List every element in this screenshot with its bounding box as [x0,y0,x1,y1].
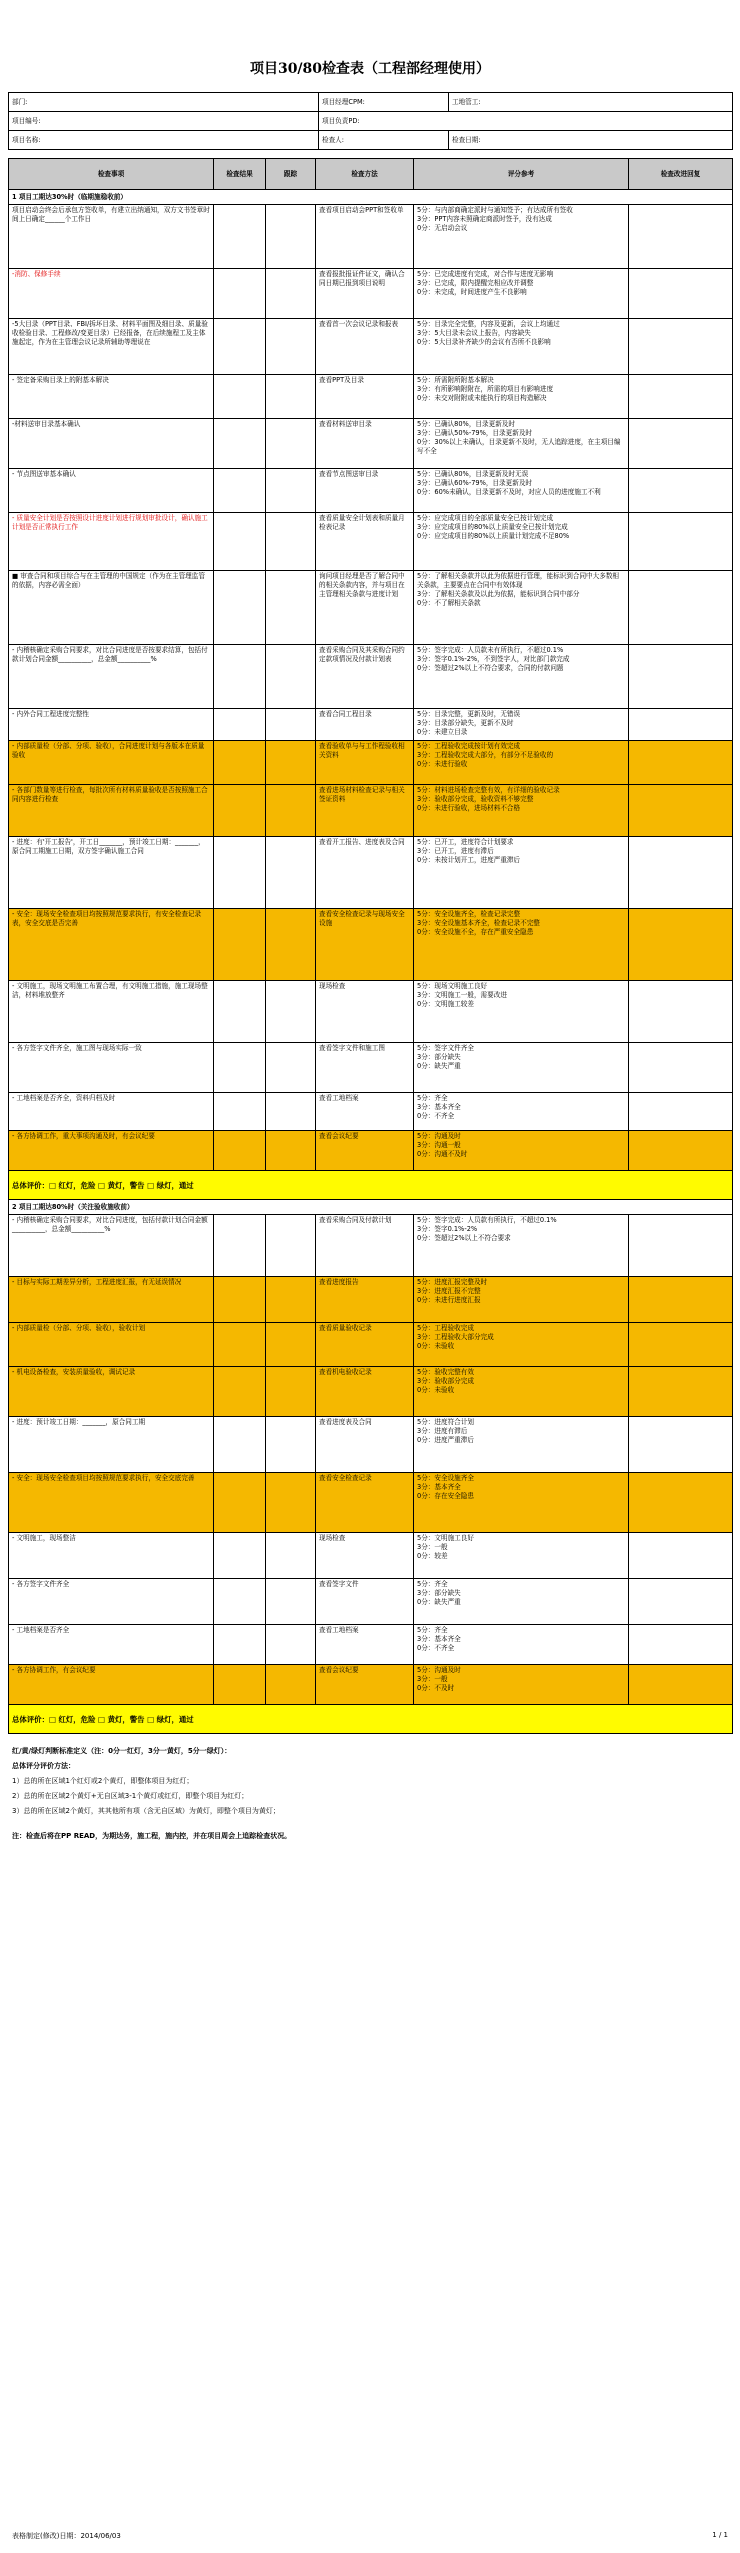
reply-cell[interactable] [629,785,733,837]
method-cell: 查看进度报告 [316,1277,414,1323]
track-cell[interactable] [266,419,316,469]
check-item: - 安全：现场安全检查项目均按照规范要求执行，有安全检查记录表，安全交底是否完善 [9,909,214,981]
inspect-date-field[interactable]: 检查日期: [449,131,733,150]
table-row [9,1533,733,1579]
method-cell: 查看进场材料检查记录与相关签证资料 [316,785,414,837]
result-cell[interactable] [214,981,266,1043]
reply-cell[interactable] [629,1215,733,1277]
result-cell[interactable] [214,571,266,645]
score-cell: 5分：已确认80%，目录更新及时无误 3分：已确认60%-79%，目录更新及时 0分：60%未确认，目录更新不及时，对应人员的进度施工不利 [414,469,629,513]
info-table [8,92,733,150]
result-cell[interactable] [214,469,266,513]
check-item: - 签定备采购目录上的附基本解决 [9,375,214,419]
method-cell: 查看节点图送审目录 [316,469,414,513]
reply-cell[interactable] [629,1417,733,1473]
table-row [9,785,733,837]
result-cell[interactable] [214,1473,266,1533]
method-cell: 查看采购合同及其采购合同约定款项情况及付款计划表 [316,645,414,709]
check-item: - 工地档案是否齐全，资料归档及时 [9,1093,214,1131]
section-title [9,1200,733,1215]
table-row [9,269,733,319]
reply-cell[interactable] [629,1625,733,1665]
method-cell: 查看验收单与与工作程验收相关资料 [316,741,414,785]
score-cell: 5分：齐全 3分：基本齐全 0分：不齐全 [414,1093,629,1131]
method-cell: 查看报批报证件证文，确认合同日期已报到项目说明 [316,269,414,319]
check-item: ■ 审查合同和项目综合与在主管理的中国规定（作为在主管理监管的依据，内容必需全面） [9,571,214,645]
track-cell[interactable] [266,1093,316,1131]
method-cell: 查看项目启动会PPT和签收单 [316,205,414,269]
method-cell: 查看PPT及目录 [316,375,414,419]
table-row [9,1579,733,1625]
score-cell: 5分：已确认80%，目录更新及时 3分：已确认50%-79%，目录更新及时 0分：30%以上未确认，目录更新不及时，无人追踪进度，在主项目编写不全 [414,419,629,469]
method-cell: 查看首一次会议记录和报表 [316,319,414,375]
section-title [9,190,733,205]
result-cell[interactable] [214,741,266,785]
method-cell: 查看进度表及合同 [316,1417,414,1473]
check-item: - 文明施工，现场文明施工布置合理，有文明施工措施，施工现场整洁，材料堆放整齐 [9,981,214,1043]
reply-cell[interactable] [629,1131,733,1171]
result-cell[interactable] [214,1093,266,1131]
reply-cell[interactable] [629,1043,733,1093]
result-cell[interactable] [214,909,266,981]
track-cell[interactable] [266,1323,316,1367]
form-code: 表格制定(修改)日期：2014/06/03 [12,2532,121,2540]
score-cell: 5分：已完成进度有完成，对合作与进度无影响 3分：已完成，限内提醒完相应改并调整 0分：未完成，时间进度产生不良影响 [414,269,629,319]
track-cell[interactable] [266,1579,316,1625]
table-header [9,159,733,190]
track-cell[interactable] [266,205,316,269]
result-cell[interactable] [214,419,266,469]
score-cell: 5分：所需附所附基本解决 3分：有所影响附附在，所需的项目有影响进度 0分：未交对附附或未能执行的项目构造解决 [414,375,629,419]
method-cell: 询问项目经理是否了解合同中的相关条款内容，并与项目在主管理相关条款与进度计划 [316,571,414,645]
table-row [9,1473,733,1533]
score-cell: 5分：签字完成：人员款有所执行，不超过0.1% 3分：签字0.1%-2% 0分：签超过2%以上不符合要求 [414,1215,629,1277]
result-cell[interactable] [214,1043,266,1093]
method-cell: 查看材料送审目录 [316,419,414,469]
table-row [9,205,733,269]
track-cell[interactable] [266,709,316,741]
result-cell[interactable] [214,1579,266,1625]
table-row [9,1043,733,1093]
table-row [9,469,733,513]
result-cell[interactable] [214,1323,266,1367]
table-row [9,709,733,741]
result-cell[interactable] [214,205,266,269]
table-row [9,1367,733,1417]
result-cell[interactable] [214,645,266,709]
table-row [9,419,733,469]
track-cell[interactable] [266,645,316,709]
check-item: -5大目录（PPT目录、FBI/拆坏目录、材料平面图及细目录、质量验收检验目录、工程修改/变更目录）已经报备，在后续施程工及主体施起定，作为在主管理会议记录所辅助等理说在 [9,319,214,375]
score-cell: 5分：签字文件齐全 3分：部分缺失 0分：缺失严重 [414,1043,629,1093]
check-item: - 各方签字文件齐全，施工图与现场实际一致 [9,1043,214,1093]
score-cell: 5分：文明施工良好 3分：一般 0分：较差 [414,1533,629,1579]
supervisor-field[interactable]: 工地管工: [449,93,733,112]
result-cell[interactable] [214,1625,266,1665]
result-cell[interactable] [214,513,266,571]
reply-cell[interactable] [629,1473,733,1533]
reply-cell[interactable] [629,709,733,741]
score-cell: 5分：安全设施齐全，检查记录完整 3分：安全设施基本齐全，检查记录不完整 0分：安全设施不全，存在严重安全隐患 [414,909,629,981]
check-item: - 各方协调工作，重大事项沟通及时，有会议纪要 [9,1131,214,1171]
check-item: 项目启动会终会后承包方签收单，有建立出纳通知，双方文书签章时间上日确定______个工作日 [9,205,214,269]
reply-cell[interactable] [629,513,733,571]
table-row [9,837,733,909]
method-cell: 查看工地档案 [316,1093,414,1131]
track-cell[interactable] [266,1533,316,1579]
score-cell: 5分：进度符合计划 3分：进度有滞后 0分：进度严重滞后 [414,1417,629,1473]
result-cell[interactable] [214,375,266,419]
footer-notes [12,1744,728,1844]
score-cell: 5分：已开工，进度符合计划要求 3分：已开工，进度有滞后 0分：未按计划开工，进度严重滞后 [414,837,629,909]
reply-cell[interactable] [629,1093,733,1131]
total-evaluation[interactable]: 总体评价：□ 红灯，危险 □ 黄灯，警告 □ 绿灯，通过 [9,1705,733,1734]
table-row [9,375,733,419]
table-row [9,1131,733,1171]
method-cell: 查看采购合同及付款计划 [316,1215,414,1277]
track-cell[interactable] [266,319,316,375]
check-item: - 内稽核确定采购合同要求，对比合同进度是否按要求结算，包括付款计划合同金额__________，总金额__________% [9,645,214,709]
footer-line: 1）总的所在区域1个红灯或2个黄灯，即整体项目为红灯； [12,1777,194,1785]
col-track: 跟踪 [266,159,316,190]
check-item: - 各方签字文件齐全 [9,1579,214,1625]
result-cell[interactable] [214,1417,266,1473]
check-item: - 工地档案是否齐全 [9,1625,214,1665]
score-cell: 5分：了解相关条款并以此为依据进行管理，能标识到合同中大多数相关条款，主要要点在合同中有效体现 3分：了解相关条款及以此为依据，能标识到合同中部分 0分：不了解相关条款 [414,571,629,645]
track-cell[interactable] [266,269,316,319]
check-item: - 安全：现场安全检查项目均按照规范要求执行，安全交底完善 [9,1473,214,1533]
score-cell: 5分：工程验收完成 3分：工程验收大部分完成 0分：未验收 [414,1323,629,1367]
check-item: - 内稽核确定采购合同要求，对比合同进度，包括付款计划合同金额__________，总金额__________% [9,1215,214,1277]
score-cell: 5分：现场文明施工良好 3分：文明施工一般，需要改进 0分：文明施工较差 [414,981,629,1043]
score-cell: 5分：齐全 3分：部分缺失 0分：缺失严重 [414,1579,629,1625]
total-row [9,1705,733,1734]
table-row [9,1277,733,1323]
score-cell: 5分：签字完成：人员款未有所执行，不超过0.1% 3分：签字0.1%-2%，不到签字人，对比部门款完成 0分：签超过2%以上不符合要求，合同的付款问题 [414,645,629,709]
check-item: - 机电设备检查，安装质量验收，调试记录 [9,1367,214,1417]
footer-line: 3）总的所在区域2个黄灯，其其他所有项（含无自区域）为黄灯，即整个项目为黄灯； [12,1807,280,1815]
table-row [9,645,733,709]
result-cell[interactable] [214,1215,266,1277]
col-method: 检查方法 [316,159,414,190]
track-cell[interactable] [266,909,316,981]
table-row [9,981,733,1043]
score-cell: 5分：安全设施齐全 3分：基本齐全 0分：存在安全隐患 [414,1473,629,1533]
page-number: 1 / 1 [712,2531,728,2539]
reply-cell[interactable] [629,1665,733,1705]
track-cell[interactable] [266,1417,316,1473]
check-item: - 各部门数量等进行检查，每批次所有材料质量验收是否按照施工合同内容进行检查 [9,785,214,837]
score-cell: 5分：沟通及时 3分：一般 0分：不及时 [414,1665,629,1705]
col-item: 检查事项 [9,159,214,190]
result-cell[interactable] [214,837,266,909]
project-name-field[interactable]: 项目名称: [9,131,319,150]
dept-field[interactable]: 部门: [9,93,319,112]
track-cell[interactable] [266,571,316,645]
check-item: - 目标与实际工期差异分析，工程进度汇报，有无延误情况 [9,1277,214,1323]
col-result: 检查结果 [214,159,266,190]
check-item: - 内部质量检（分部、分项、验收），合同进度计划与各版本在质量验收 [9,741,214,785]
method-cell: 查看签字文件 [316,1579,414,1625]
section-title-text: 2 项目工期达80%时（关注验收施收前） [9,1200,733,1215]
track-cell[interactable] [266,1215,316,1277]
score-cell: 5分：验收完整有效 3分：验收部分完成 0分：未验收 [414,1367,629,1417]
reply-cell[interactable] [629,1533,733,1579]
reply-cell[interactable] [629,645,733,709]
reply-cell[interactable] [629,1367,733,1417]
cpm-field[interactable]: 项目经理CPM: [319,93,449,112]
method-cell: 查看工地档案 [316,1625,414,1665]
method-cell: 查看质量验收记录 [316,1323,414,1367]
project-no-field[interactable]: 项目编号: [9,112,319,131]
score-cell: 5分：齐全 3分：基本齐全 0分：不齐全 [414,1625,629,1665]
check-item: - 质量安全计划是否按照设计进度计划进行规划审批设计，确认施工计划是否正常执行工作 [9,513,214,571]
table-row [9,513,733,571]
footer-line: 2）总的所在区域2个黄灯+无自区域3-1个黄灯或红灯，即整个项目为红灯； [12,1792,249,1800]
pd-field[interactable]: 项目负责PD: [319,112,733,131]
reply-cell[interactable] [629,1277,733,1323]
track-cell[interactable] [266,1277,316,1323]
track-cell[interactable] [266,1473,316,1533]
table-row [9,1665,733,1705]
reply-cell[interactable] [629,375,733,419]
reply-cell[interactable] [629,419,733,469]
table-row [9,1215,733,1277]
track-cell[interactable] [266,1131,316,1171]
check-item: - 内部质量检（分部、分项、验收），验收计划 [9,1323,214,1367]
col-score: 评分参考 [414,159,629,190]
reply-cell[interactable] [629,741,733,785]
score-cell: 5分：与内部商确定派时与通知签予；有达成所有签收 3分：PPT内容未照确定商派时签予，没有达成 0分：无启动会议 [414,205,629,269]
checklist-table [8,158,733,1734]
table-row [9,571,733,645]
score-cell: 5分：工程验收完成按计划有效完成 3分：工程验收完成大部分，有部分不足验收的 0分：未进行验收 [414,741,629,785]
method-cell: 现场检查 [316,981,414,1043]
score-cell: 5分：目录完全完整，内容及更新，会议上均通过 3分：5大目录未会议上报告，内容缺失 0分：5大目录补齐缺少的会议有否所不良影响 [414,319,629,375]
inspector-field[interactable]: 检查人: [319,131,449,150]
score-cell: 5分：沟通及时 3分：沟通一般 0分：沟通不及时 [414,1131,629,1171]
result-cell[interactable] [214,709,266,741]
page-title: 项目30/80检查表（工程部经理使用） [249,61,491,77]
page-footer [12,2531,728,2541]
table-row [9,1417,733,1473]
result-cell[interactable] [214,1131,266,1171]
track-cell[interactable] [266,741,316,785]
method-cell: 查看质量安全计划表和质量月检表记录 [316,513,414,571]
section-title-text: 1 项目工期达30%时（临期施稳收前） [9,190,733,205]
table-row [9,909,733,981]
table-row [9,1093,733,1131]
track-cell[interactable] [266,785,316,837]
check-item: -消防、保修手续 [9,269,214,319]
check-item: - 节点图送审基本确认 [9,469,214,513]
result-cell[interactable] [214,1367,266,1417]
method-cell: 查看开工报告、进度表及合同 [316,837,414,909]
method-cell: 查看会议纪要 [316,1131,414,1171]
check-item: - 进度：有'开工报告'，开工日_______，预计竣工日期：_______，原合同工期施工日期，双方签字确认施工合同 [9,837,214,909]
reply-cell[interactable] [629,981,733,1043]
score-cell: 5分：应完成项目的全部质量安全已按计划完成 3分：应完成项目的80%以上质量安全已按计划完成 0分：应完成项目的80%以上质量计划完成不足80% [414,513,629,571]
note: 注：检查后将在PP READ，为期达务，施工程，施内控，并在项目周会上追踪检查状况。 [12,1832,292,1840]
method-cell: 查看合同工程目录 [316,709,414,741]
col-reply: 检查改进回复 [629,159,733,190]
reply-cell[interactable] [629,909,733,981]
method-cell: 查看机电验收记录 [316,1367,414,1417]
track-cell[interactable] [266,513,316,571]
check-item: - 各方协调工作，有会议纪要 [9,1665,214,1705]
method-cell: 查看安全检查记录 [316,1473,414,1533]
total-evaluation[interactable]: 总体评价：□ 红灯，危险 □ 黄灯，警告 □ 绿灯，通过 [9,1171,733,1200]
result-cell[interactable] [214,1533,266,1579]
result-cell[interactable] [214,269,266,319]
result-cell[interactable] [214,1277,266,1323]
check-item: -材料送审目录基本确认 [9,419,214,469]
track-cell[interactable] [266,1367,316,1417]
score-cell: 5分：目录完整，更新及时，无错误 3分：目录部分缺失，更新不及时 0分：未建立目录 [414,709,629,741]
reply-cell[interactable] [629,469,733,513]
table-row [9,741,733,785]
reply-cell[interactable] [629,571,733,645]
track-cell[interactable] [266,1625,316,1665]
track-cell[interactable] [266,469,316,513]
method-cell: 查看安全检查记录与现场安全设施 [316,909,414,981]
result-cell[interactable] [214,1665,266,1705]
table-row [9,1625,733,1665]
reply-cell[interactable] [629,205,733,269]
track-cell[interactable] [266,375,316,419]
track-cell[interactable] [266,1665,316,1705]
reply-cell[interactable] [629,319,733,375]
result-cell[interactable] [214,785,266,837]
method-cell: 现场检查 [316,1533,414,1579]
result-cell[interactable] [214,319,266,375]
track-cell[interactable] [266,837,316,909]
table-row [9,319,733,375]
check-item: - 内外合同工程进度完整性 [9,709,214,741]
method-cell: 查看会议纪要 [316,1665,414,1705]
table-row [9,1323,733,1367]
reply-cell[interactable] [629,837,733,909]
check-item: - 文明施工，现场整洁 [9,1533,214,1579]
check-item: - 进度：预计竣工日期：_______，原合同工期 [9,1417,214,1473]
total-row [9,1171,733,1200]
legend: 红/黄/绿灯判断标准定义（注：0分一红灯，3分一黄灯，5分一绿灯）： [12,1747,232,1755]
score-cell: 5分：材料进场检查完整有效，有详细的验收记录 3分：验收部分完成，验收资料不够完整 0分：未进行验收，进场材料不合格 [414,785,629,837]
reply-cell[interactable] [629,1579,733,1625]
reply-cell[interactable] [629,1323,733,1367]
track-cell[interactable] [266,981,316,1043]
reply-cell[interactable] [629,269,733,319]
method-cell: 查看签字文件和施工图 [316,1043,414,1093]
track-cell[interactable] [266,1043,316,1093]
footer-line: 总体评分评价方法： [12,1762,75,1770]
score-cell: 5分：进度汇报完整及时 3分：进度汇报不完整 0分：未进行进度汇报 [414,1277,629,1323]
